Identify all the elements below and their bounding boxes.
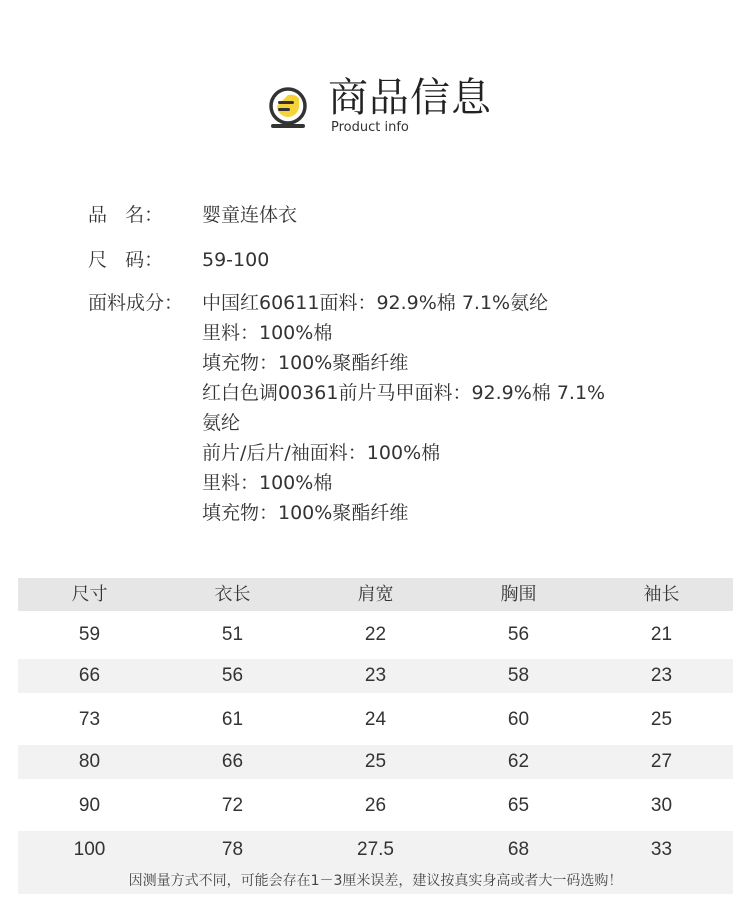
page-title: 商品信息 (328, 75, 492, 121)
table-row (18, 831, 733, 868)
table-cell: 72 (221, 795, 244, 816)
list-badge-icon (264, 84, 312, 132)
table-cell: 56 (221, 665, 244, 686)
table-cell: 27.5 (357, 839, 394, 860)
material-label: 面料成分： (88, 292, 184, 314)
table-cell: 51 (221, 624, 244, 645)
table-cell: 24 (364, 709, 387, 730)
table-cell: 78 (221, 839, 244, 860)
table-header-row (18, 578, 733, 611)
material-line: 红白色调00361前片马甲面料：92.9%棉 7.1% (202, 382, 606, 404)
material-line: 氨纶 (202, 412, 241, 434)
table-header-cell: 袖长 (643, 584, 680, 605)
table-cell: 30 (650, 795, 673, 816)
table-cell: 100 (73, 839, 106, 860)
table-cell: 66 (78, 665, 101, 686)
table-header-cell: 肩宽 (357, 584, 394, 605)
material-line: 填充物：100%聚酯纤维 (202, 352, 409, 374)
table-cell: 23 (364, 665, 387, 686)
table-header-cell: 衣长 (214, 584, 251, 605)
name-value: 婴童连体衣 (202, 204, 298, 226)
table-cell: 62 (507, 751, 530, 772)
material-line: 中国红60611面料：92.9%棉 7.1%氨纶 (202, 292, 549, 314)
material-line: 前片/后片/袖面料：100%棉 (202, 442, 441, 464)
table-cell: 68 (507, 839, 530, 860)
table-row (18, 703, 733, 737)
table-header-cell: 胸围 (500, 584, 537, 605)
table-cell: 73 (78, 709, 101, 730)
table-cell: 56 (507, 624, 530, 645)
table-cell: 21 (650, 624, 673, 645)
table-row (18, 618, 733, 652)
table-cell: 66 (221, 751, 244, 772)
table-cell: 26 (364, 795, 387, 816)
table-row (18, 745, 733, 779)
size-value: 59-100 (202, 249, 270, 271)
table-cell: 25 (650, 709, 673, 730)
table-row (18, 659, 733, 693)
size-label: 尺 码： (88, 249, 164, 271)
material-line: 填充物：100%聚酯纤维 (202, 502, 409, 524)
material-line: 里料：100%棉 (202, 472, 333, 494)
table-header-cell: 尺寸 (71, 584, 108, 605)
table-cell: 90 (78, 795, 101, 816)
table-cell: 22 (364, 624, 387, 645)
table-cell: 59 (78, 624, 101, 645)
material-line: 里料：100%棉 (202, 322, 333, 344)
table-cell: 60 (507, 709, 530, 730)
table-cell: 58 (507, 665, 530, 686)
page-subtitle: Product info (331, 120, 409, 135)
measurement-note: 因测量方式不同，可能会存在1－3厘米误差，建议按真实身高或者大一码选购！ (18, 868, 733, 894)
table-cell: 23 (650, 665, 673, 686)
table-row (18, 789, 733, 823)
table-cell: 33 (650, 839, 673, 860)
table-cell: 61 (221, 709, 244, 730)
table-cell: 80 (78, 751, 101, 772)
table-cell: 65 (507, 795, 530, 816)
table-cell: 27 (650, 751, 673, 772)
name-label: 品 名： (88, 204, 164, 226)
page-header (0, 0, 750, 150)
table-cell: 25 (364, 751, 387, 772)
